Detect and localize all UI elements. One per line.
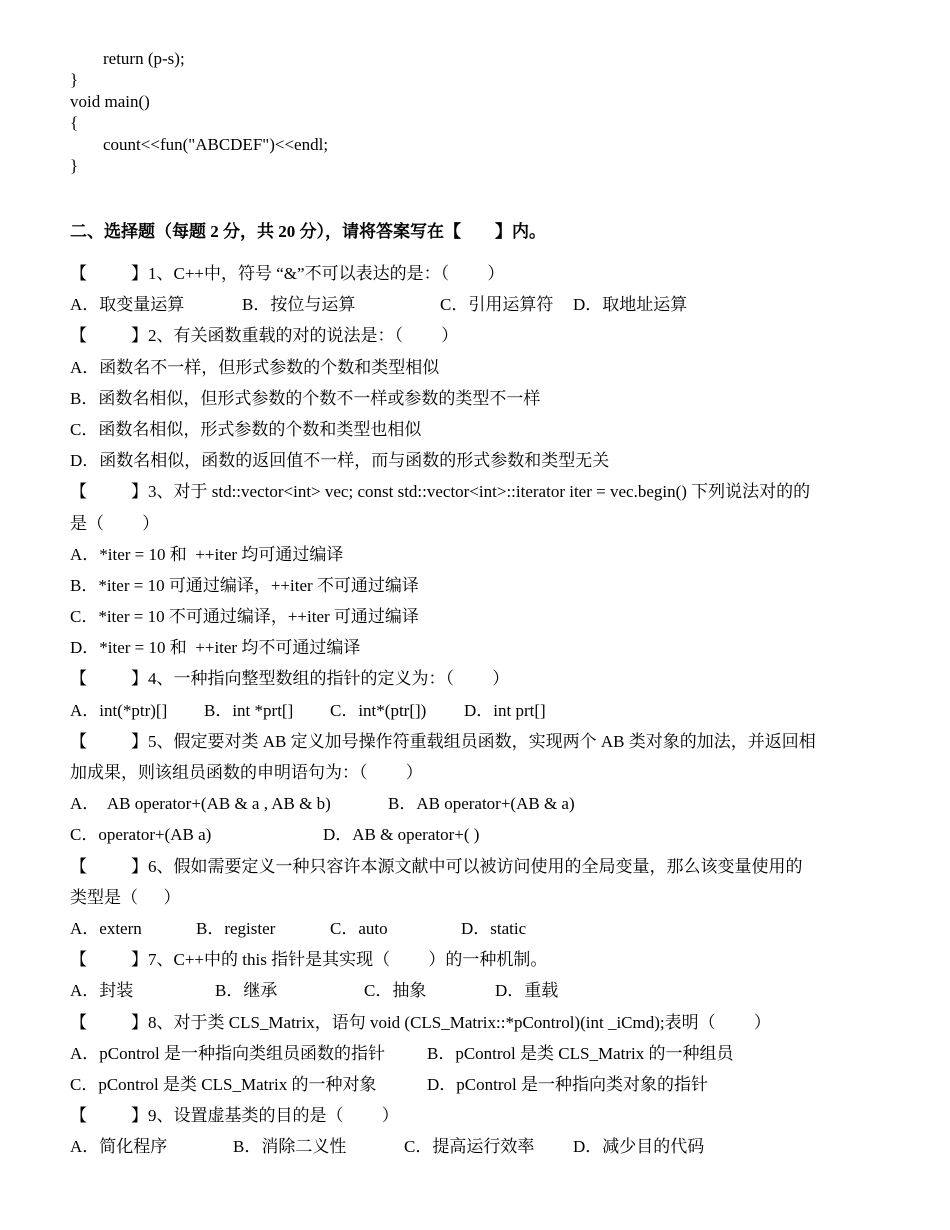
option: D．static: [461, 918, 527, 938]
option: B．*iter = 10 可通过编译，++iter 不可通过编译: [70, 575, 419, 595]
option-row: [70, 695, 882, 726]
option: A．extern: [70, 918, 142, 938]
option: D．*iter = 10 和 ++iter 均不可通过编译: [70, 638, 361, 658]
option: B．int *prt[]: [204, 700, 294, 720]
answer-bracket: 【 】: [70, 669, 148, 689]
question-stem: 【 】4、一种指向整型数组的指针的定义为：（ ）: [70, 663, 882, 694]
option: C．int*(ptr[]): [330, 700, 427, 720]
code-line: count<<fun("ABCDEF")<<endl;: [103, 134, 329, 154]
answer-bracket: 【 】: [70, 482, 148, 502]
option: D．int prt[]: [464, 700, 546, 720]
option: C．提高运行效率: [404, 1137, 535, 1157]
question-stem-continued: 是（ ）: [70, 513, 160, 533]
option: D．pControl 是一种指向类对象的指针: [427, 1074, 708, 1094]
option: B．函数名相似，但形式参数的个数不一样或参数的类型不一样: [70, 388, 541, 408]
option-row: [70, 788, 882, 819]
option: C．引用运算符: [440, 295, 554, 315]
question-stem-continued: 类型是（ ）: [70, 887, 181, 907]
option: D．重载: [495, 981, 559, 1001]
code-line: return (p-s);: [103, 49, 185, 68]
option: D．取地址运算: [573, 295, 688, 315]
question-list: [70, 258, 882, 1162]
option-row: [70, 819, 882, 850]
option-row: [70, 289, 882, 320]
option: B．AB operator+(AB & a): [388, 794, 575, 814]
code-line: }: [70, 70, 79, 90]
code-line: }: [70, 155, 79, 175]
option: A．封装: [70, 981, 134, 1001]
question-stem-continued: 加成果，则该组员函数的申明语句为：（ ）: [70, 763, 423, 782]
answer-bracket: 【 】: [70, 1012, 148, 1032]
question-stem: 【 】7、C++中的 this 指针是其实现（ ）的一种机制。: [70, 944, 882, 975]
option: C．抽象: [364, 981, 427, 1001]
option: B．按位与运算: [242, 295, 356, 315]
option: D．减少目的代码: [573, 1137, 705, 1157]
option: A．pControl 是一种指向类组员函数的指针: [70, 1043, 385, 1063]
answer-bracket: 【 】: [70, 1106, 148, 1126]
answer-bracket: 【 】: [70, 731, 148, 751]
option-row: [70, 1038, 882, 1069]
option: D．AB & operator+( ): [323, 825, 480, 845]
option: A．函数名不一样，但形式参数的个数和类型相似: [70, 357, 440, 377]
code-line: {: [70, 113, 79, 133]
option: C．auto: [330, 918, 388, 938]
option: C．*iter = 10 不可通过编译，++iter 可通过编译: [70, 607, 419, 627]
section-title: 二、选择题（每题 2 分，共 20 分），请将答案写在【 】内。: [70, 222, 546, 241]
answer-bracket: 【 】: [70, 950, 148, 970]
option: B．消除二义性: [233, 1137, 347, 1157]
question-stem: 【 】3、对于 std::vector<int> vec; const std::vector<int>::iterator iter = vec.begin() 下列说法对的的: [70, 476, 882, 507]
option-row: [70, 1069, 882, 1100]
question-stem: 【 】1、C++中，符号 “&”不可以表达的是：（ ）: [70, 258, 882, 289]
option: B．pControl 是类 CLS_Matrix 的一种组员: [427, 1043, 734, 1063]
code-line: void main(): [70, 91, 150, 111]
option: A．简化程序: [70, 1137, 168, 1157]
option-row: [70, 975, 882, 1006]
option-row: [70, 913, 882, 944]
option: B．register: [196, 918, 276, 938]
question-stem: 【 】2、有关函数重载的对的说法是：（ ）: [70, 320, 882, 351]
answer-bracket: 【 】: [70, 856, 148, 876]
option: C．函数名相似，形式参数的个数和类型也相似: [70, 419, 422, 439]
question-stem: 【 】5、假定要对类 AB 定义加号操作符重载组员函数，实现两个 AB 类对象的加法，并返回相: [70, 726, 882, 757]
option: A．*iter = 10 和 ++iter 均可通过编译: [70, 544, 344, 564]
code-snippet: [70, 48, 328, 176]
question-stem: 【 】6、假如需要定义一种只容许本源文献中可以被访问使用的全局变量，那么该变量使用的: [70, 851, 882, 882]
option: C．pControl 是类 CLS_Matrix 的一种对象: [70, 1074, 377, 1094]
question-stem: 【 】9、设置虚基类的目的是（ ）: [70, 1100, 882, 1131]
option: B．继承: [215, 981, 278, 1001]
option: A．int(*ptr)[]: [70, 700, 168, 720]
option: D．函数名相似，函数的返回值不一样，而与函数的形式参数和类型无关: [70, 451, 610, 471]
option-row: [70, 1131, 882, 1162]
answer-bracket: 【 】: [70, 264, 148, 283]
option: A． AB operator+(AB & a , AB & b): [70, 794, 331, 814]
answer-bracket: 【 】: [70, 326, 148, 346]
option: C．operator+(AB a): [70, 825, 212, 845]
question-stem: 【 】8、对于类 CLS_Matrix，语句 void (CLS_Matrix::*pControl)(int _iCmd);表明（ ）: [70, 1007, 882, 1038]
option: A．取变量运算: [70, 295, 185, 315]
